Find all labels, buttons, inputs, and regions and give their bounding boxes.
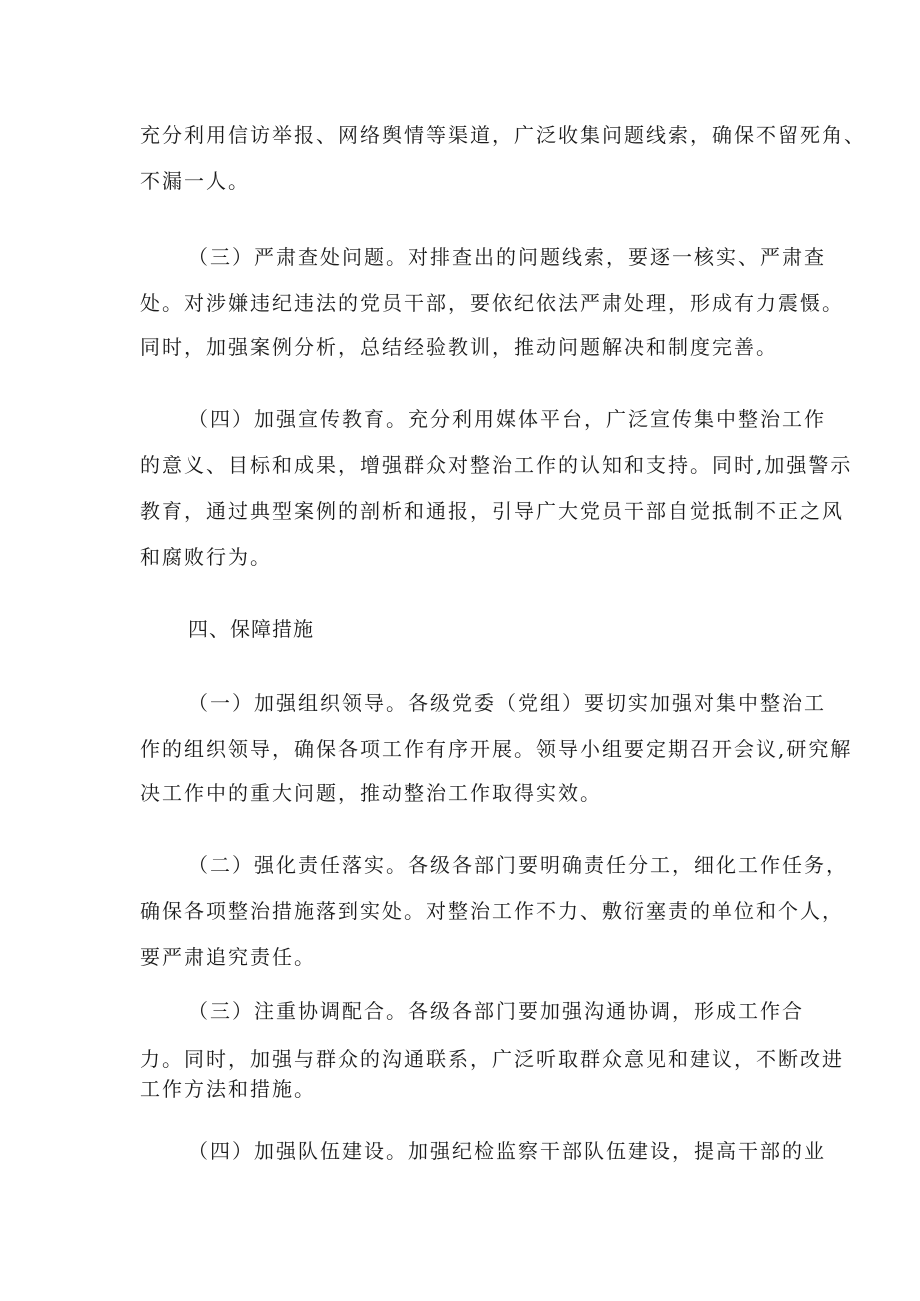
text-line: 确保各项整治措施落到实处。对整治工作不力、敷衍塞责的单位和个人， — [140, 899, 844, 923]
text-line: 工作方法和措施。 — [140, 1077, 316, 1101]
text-line: （四）加强队伍建设。加强纪检监察干部队伍建设，提高干部的业 — [188, 1139, 826, 1163]
text-line: 作的组织领导，确保各项工作有序开展。领导小组要定期召开会议,研究解 — [140, 737, 853, 761]
text-line: （四）加强宣传教育。充分利用媒体平台，广泛宣传集中整治工作 — [188, 407, 826, 431]
text-line: 充分利用信访举报、网络舆情等渠道，广泛收集问题线索，确保不留死角、 — [140, 123, 866, 147]
text-line: 同时，加强案例分析，总结经验教训，推动问题解决和制度完善。 — [140, 335, 778, 359]
text-line: （三）严肃查处问题。对排查出的问题线索，要逐一核实、严肃查 — [188, 245, 826, 269]
text-line: 要严肃追究责任。 — [140, 945, 316, 969]
text-line: （一）加强组织领导。各级党委（党组）要切实加强对集中整治工 — [188, 691, 826, 715]
text-line: （三）注重协调配合。各级各部门要加强沟通协调，形成工作合 — [188, 999, 804, 1023]
text-line: 决工作中的重大问题，推动整治工作取得实效。 — [140, 781, 602, 805]
text-line: 不漏一人。 — [140, 169, 250, 193]
text-line: 力。同时，加强与群众的沟通联系，广泛听取群众意见和建议，不断改进 — [140, 1047, 844, 1071]
text-line: 和腐败行为。 — [140, 545, 272, 569]
text-line: 教育，通过典型案例的剖析和通报，引导广大党员干部自觉抵制不正之风 — [140, 499, 844, 523]
section-heading-text: 四、保障措施 — [188, 617, 314, 641]
text-line: 处。对涉嫌违纪违法的党员干部，要依纪依法严肃处理，形成有力震慑。 — [140, 291, 844, 315]
text-line: （二）强化责任落实。各级各部门要明确责任分工，细化工作任务， — [188, 853, 848, 877]
text-line: 的意义、目标和成果，增强群众对整治工作的认知和支持。同时,加强警示 — [140, 453, 853, 477]
